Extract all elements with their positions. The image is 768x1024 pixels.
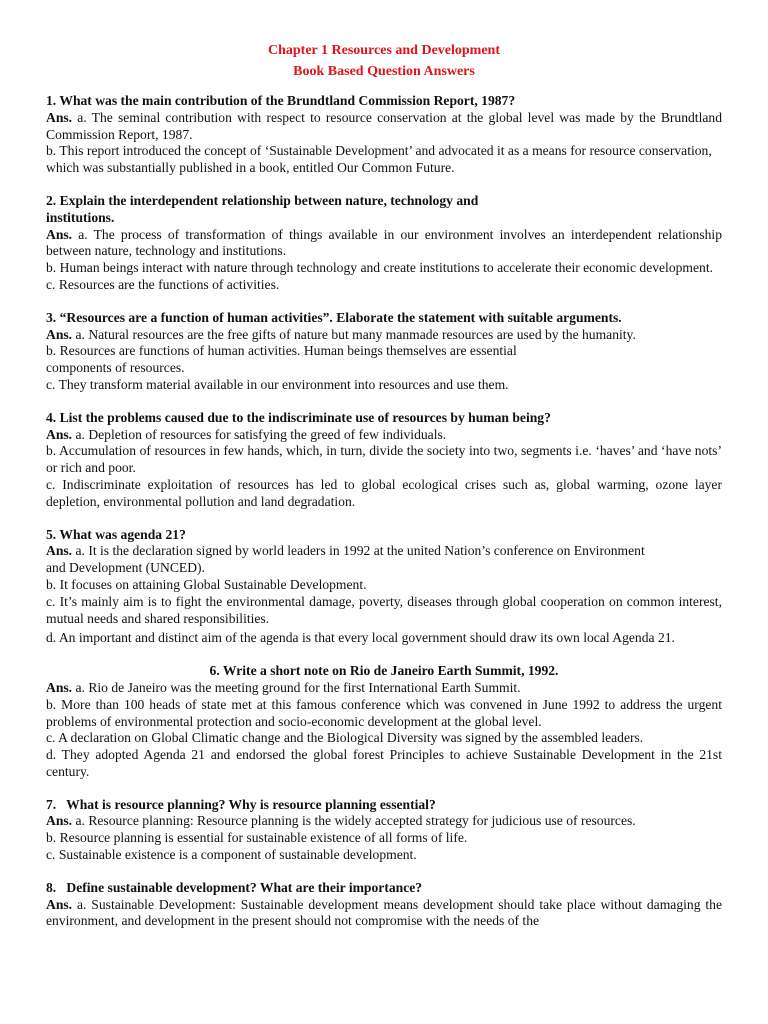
answer-line: b. Resources are functions of human activities. Human beings themselves are essential [46,343,517,359]
answer-line: components of resources. [46,360,185,376]
answer-text: a. Rio de Janeiro was the meeting ground for the first International Earth Summit. [75,679,521,695]
question-block-8 [46,880,722,930]
ans-label: Ans. [46,679,73,695]
ans-label: Ans. [46,426,73,442]
chapter-title: Chapter 1 Resources and Development [267,43,501,58]
question-heading: 8. Define sustainable development? What are their importance? [46,879,423,895]
question-block-4 [46,410,722,511]
answer-line [46,897,722,931]
question-heading: 4. List the problems caused due to the indiscriminate use of resources by human being? [46,409,551,425]
answer-line: c. Indiscriminate exploitation of resources has led to global ecological crises such as, global warming, ozone layer depletion, environmental pollution and land degradation. [46,476,722,509]
question-heading: 3. “Resources are a function of human activities”. Elaborate the statement with suitable arguments. [46,309,622,325]
question-heading: 5. What was agenda 21? [46,526,186,542]
document-subtitle: Book Based Question Answers [293,64,475,79]
ans-label: Ans. [46,813,73,829]
answer-line: b. More than 100 heads of state met at this famous conference which was convened in June 1992 to address the urgent problems of environmental protection and socio-economic development at the global level. [46,696,722,729]
question-heading: 6. Write a short note on Rio de Janeiro Earth Summit, 1992. [209,663,559,679]
answer-text: a. Natural resources are the free gifts of nature but many manmade resources are used by the humanity. [75,326,636,342]
answer-line [46,680,722,697]
answer-line: b. Resource planning is essential for sustainable existence of all forms of life. [46,830,468,846]
answer-line: b. Accumulation of resources in few hands, which, in turn, divide the society into two, segments i.e. ‘haves’ and ‘have nots’ or rich and poor. [46,443,722,476]
ans-label: Ans. [46,896,73,912]
answer-line [46,110,722,144]
answer-text: a. It is the declaration signed by world leaders in 1992 at the united Nation’s conference on Environment and Development (UNCED). [46,543,645,576]
document-page [46,40,722,946]
answer-line [46,227,722,261]
answer-line: c. They transform material available in our environment into resources and use them. [46,376,509,392]
question-heading: 2. Explain the interdependent relationship between nature, technology and institutions. [46,192,479,225]
answer-line: b. Human beings interact with nature through technology and create institutions to accelerate their economic development. [46,260,714,276]
answer-text: a. Resource planning: Resource planning is the widely accepted strategy for judicious use of resources. [75,813,636,829]
question-block-1 [46,93,722,177]
answer-line [46,543,666,577]
answer-line: c. Sustainable existence is a component of sustainable development. [46,847,417,863]
answer-line: b. This report introduced the concept of ‘Sustainable Development’ and advocated it as a means for resource conservation, which was substantially published in a book, entitled Our Common Future. [46,143,712,176]
answer-line [46,327,722,344]
answer-line: c. Resources are the functions of activities. [46,276,280,292]
answer-text: a. Sustainable Development: Sustainable development means development should take place without damaging the environment, and development in the present should not compromise with the needs of the [46,896,722,929]
answer-line: d. They adopted Agenda 21 and endorsed the global forest Principles to achieve Sustainable Development in the 21st century. [46,747,722,779]
question-block-3 [46,310,722,394]
question-block-2 [46,193,722,294]
question-block-6 [46,663,722,781]
answer-line: d. An important and distinct aim of the agenda is that every local government should draw its own local Agenda 21. [46,630,675,646]
ans-label: Ans. [46,543,73,559]
question-heading: 7. What is resource planning? Why is resource planning essential? [46,796,436,812]
answer-line: c. It’s mainly aim is to fight the environmental damage, poverty, diseases through global cooperation on common interest, mutual needs and shared responsibilities. [46,593,722,626]
ans-label: Ans. [46,326,73,342]
ans-label: Ans. [46,226,73,242]
answer-text: a. The process of transformation of things available in our environment involves an interdependent relationship between nature, technology and institutions. [46,226,722,259]
answer-text: a. Depletion of resources for satisfying the greed of few individuals. [75,426,447,442]
answer-line: c. A declaration on Global Climatic change and the Biological Diversity was signed by the assembled leaders. [46,730,644,746]
answer-line [46,427,722,444]
answer-line [46,813,722,830]
ans-label: Ans. [46,109,73,125]
question-block-5 [46,527,722,648]
answer-text: a. The seminal contribution with respect to resource conservation at the global level was made by the Brundtland Commission Report, 1987. [46,109,722,142]
question-heading: 1. What was the main contribution of the Brundtland Commission Report, 1987? [46,93,516,108]
document-header [46,40,722,82]
answer-line: b. It focuses on attaining Global Sustainable Development. [46,576,367,592]
question-block-7 [46,797,722,864]
